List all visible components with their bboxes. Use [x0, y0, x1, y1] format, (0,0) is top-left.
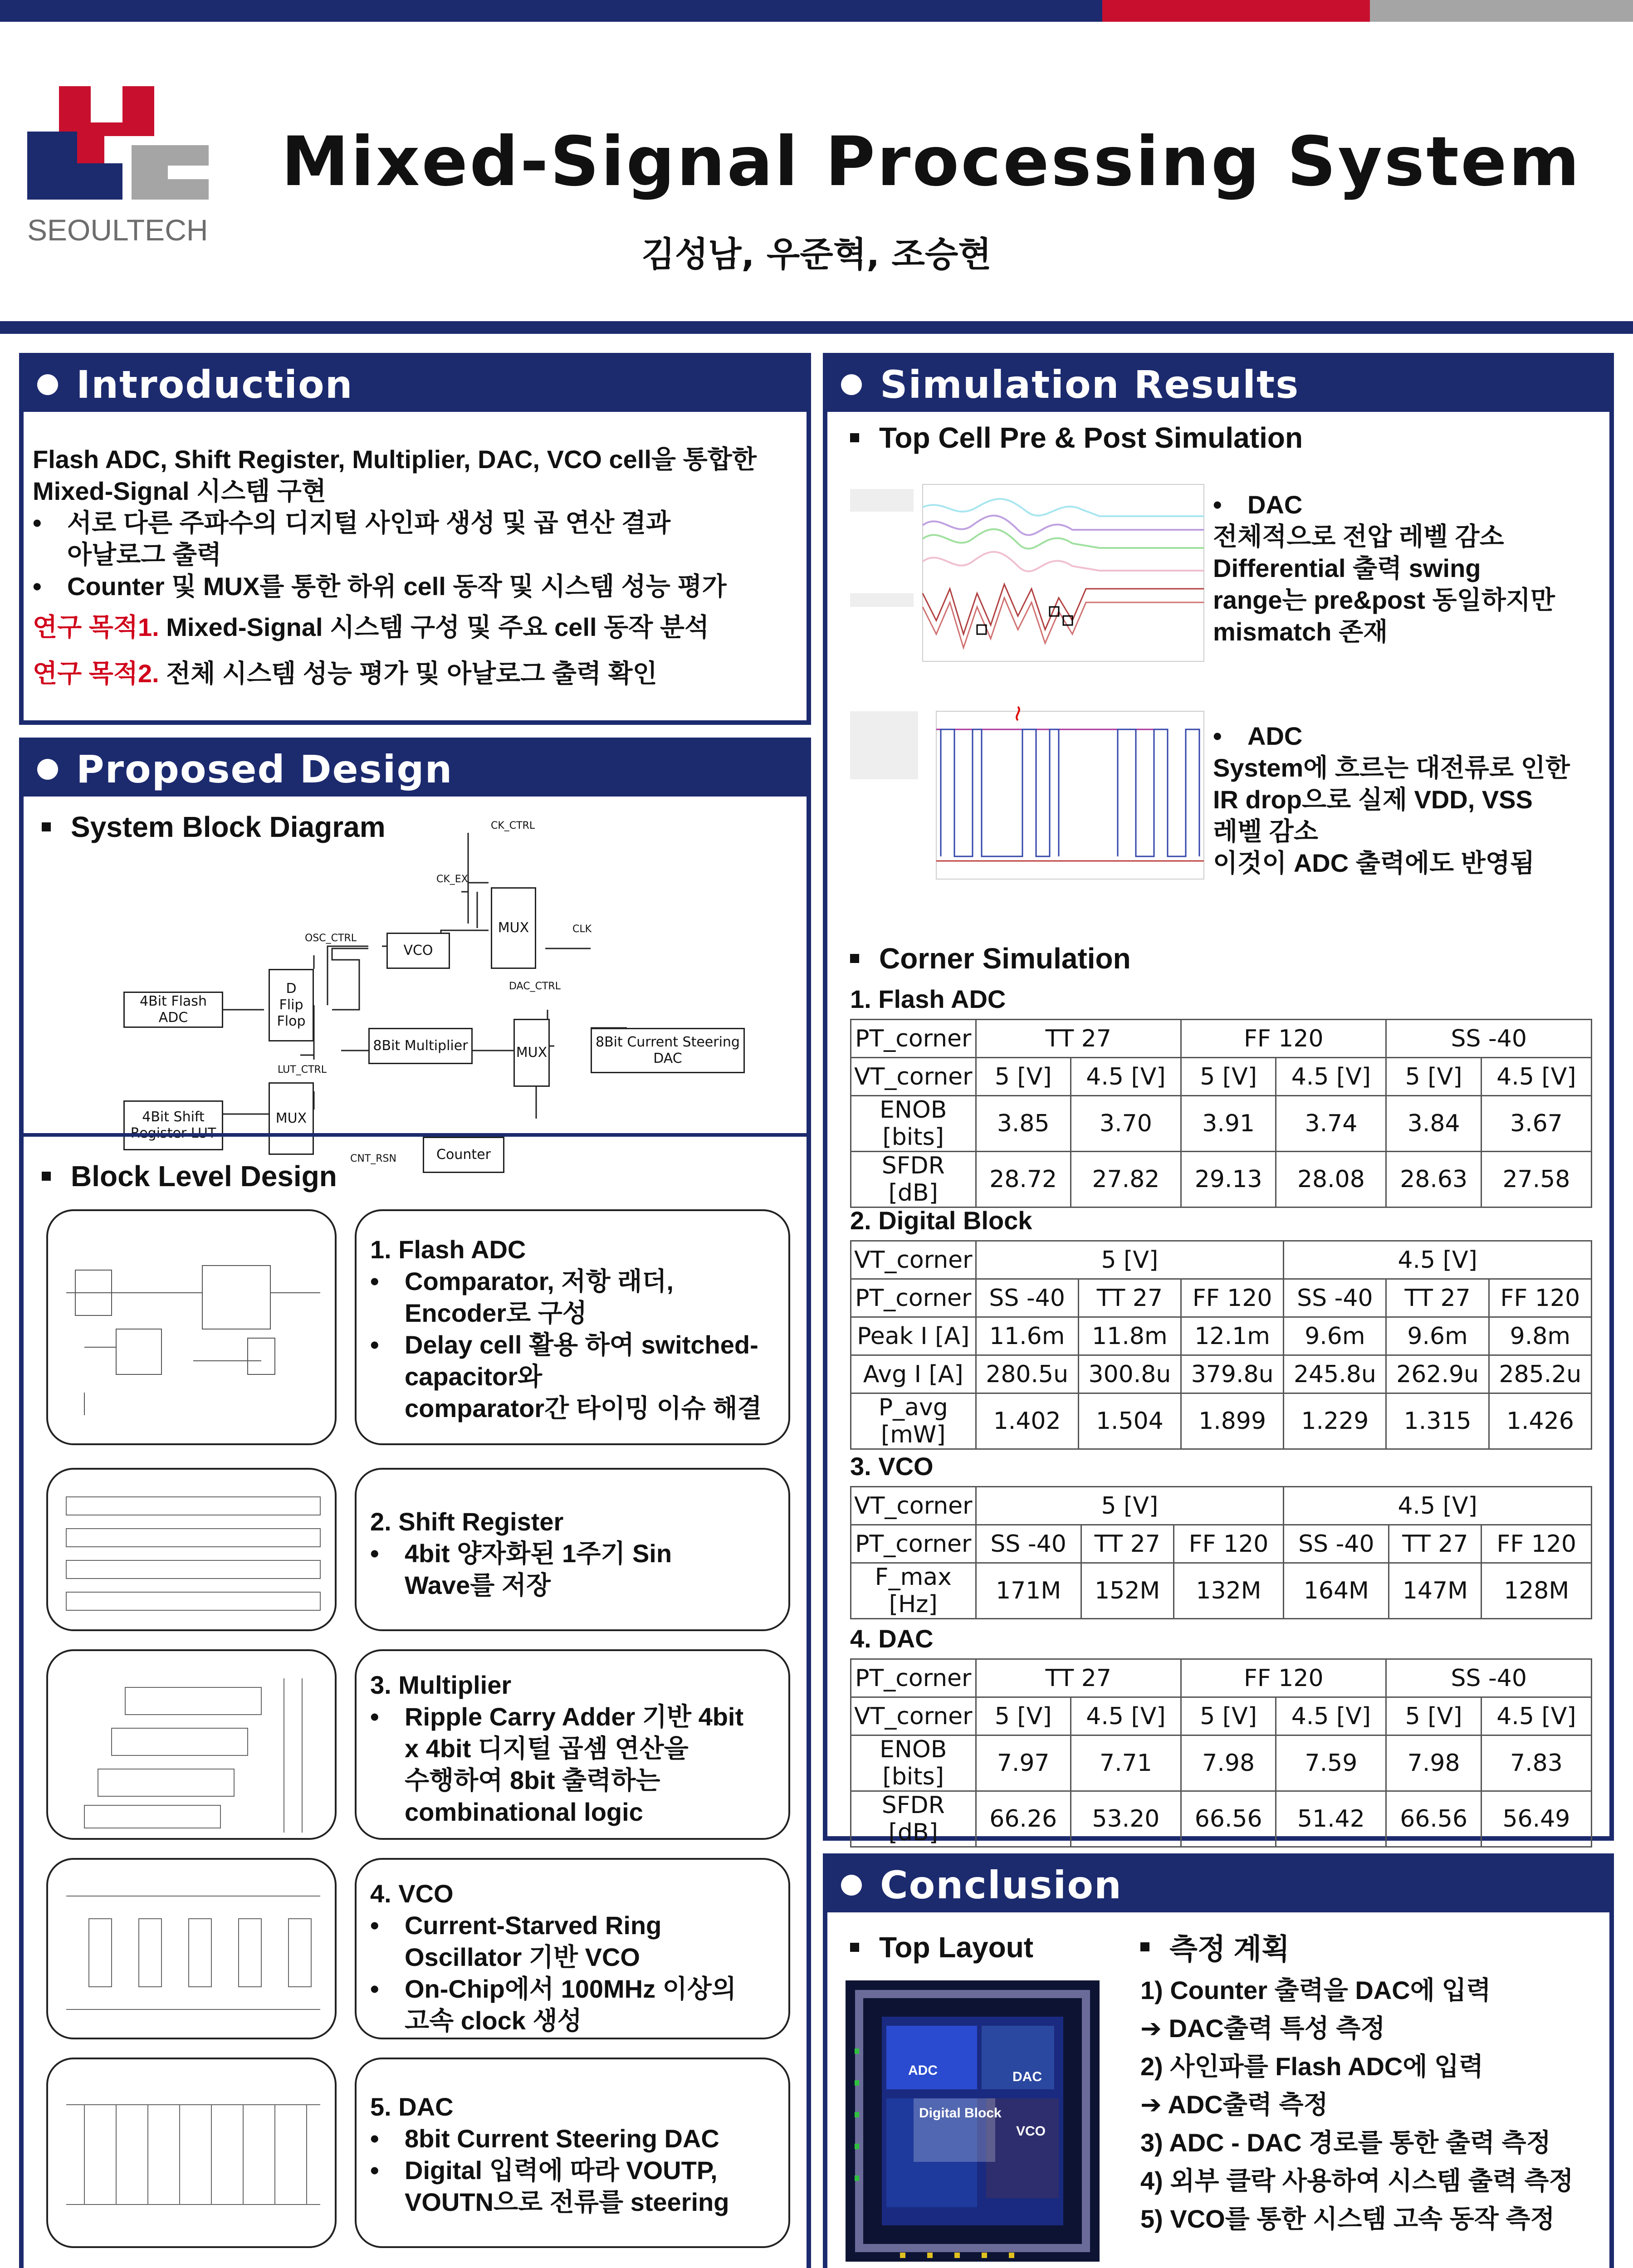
- introduction-body: [33, 444, 804, 689]
- logo-text: SEOULTECH: [27, 213, 208, 247]
- table-cell: 4.5 [V]: [1284, 1487, 1592, 1525]
- dac-sim-notes: • DAC 전체적으로 전압 레벨 감소 Differential 출력 swing range는 pre&post 동일하지만 mismatch 존재: [1213, 489, 1612, 648]
- research-goal-1: [33, 611, 804, 643]
- counter-block: Counter: [423, 1137, 504, 1173]
- intro-line1: Flash ADC, Shift Register, Multiplier, DAC, VCO cell을 통합한: [33, 445, 757, 474]
- table-cell: 5 [V]: [976, 1058, 1071, 1096]
- table-cell: TT 27: [1078, 1279, 1181, 1317]
- adc-note-4: 이것이 ADC 출력에도 반영됨: [1213, 849, 1535, 877]
- dac-block: 8Bit Current Steering DAC: [591, 1028, 745, 1073]
- table-cell: 4.5 [V]: [1284, 1241, 1592, 1279]
- conclusion-heading: Conclusion: [880, 1863, 1122, 1907]
- table-cell: F_max [Hz]: [851, 1563, 976, 1619]
- table-cell: SS -40: [976, 1525, 1081, 1563]
- osc-ctrl-label: OSC_CTRL: [305, 933, 357, 944]
- block4-bullet1b: Oscillator 기반 VCO: [405, 1943, 640, 1971]
- table-cell: ENOB [bits]: [851, 1096, 976, 1152]
- table-cell: 51.42: [1276, 1791, 1386, 1847]
- table-row: [851, 1096, 1592, 1152]
- bullet-dot-icon: [841, 374, 862, 395]
- table-cell: SFDR [dB]: [851, 1152, 976, 1207]
- shift-register-description: 2. Shift Register • 4bit 양자화된 1주기 Sin Wave를 저장: [355, 1468, 790, 1631]
- table-row: [851, 1735, 1592, 1791]
- table-cell: 9.6m: [1284, 1317, 1386, 1355]
- dac-waveform-plot: [846, 471, 1208, 675]
- flash-adc-block: 4Bit Flash ADC: [123, 992, 223, 1028]
- simulation-header: [827, 357, 1609, 412]
- block5-bullet2a: Digital 입력에 따라 VOUTP,: [405, 2156, 718, 2185]
- dac-schematic: [46, 2058, 337, 2248]
- top-color-bar: [0, 0, 1633, 22]
- section-divider: [24, 1133, 807, 1137]
- table-cell: 27.58: [1481, 1152, 1591, 1207]
- block1-title: 1. Flash ADC: [370, 1235, 526, 1264]
- table-cell: 5 [V]: [976, 1697, 1071, 1735]
- table-cell: 5 [V]: [1181, 1697, 1276, 1735]
- table-cell: 66.56: [1181, 1791, 1276, 1847]
- ck-ctrl-label: CK_CTRL: [491, 820, 535, 831]
- table-cell: 9.6m: [1386, 1317, 1489, 1355]
- table-cell: 5 [V]: [1181, 1058, 1276, 1096]
- top-cell-sim-title: [850, 421, 1303, 455]
- dac-note-2: Differential 출력 swing: [1213, 554, 1481, 582]
- intro-bullet-1b: 아날로그 출력: [67, 540, 222, 569]
- table-cell: SS -40: [976, 1279, 1078, 1317]
- table-cell: 262.9u: [1386, 1355, 1489, 1393]
- table-cell: 5 [V]: [976, 1241, 1284, 1279]
- flash-adc-schematic: [46, 1209, 337, 1445]
- table-cell: 1.899: [1181, 1393, 1284, 1449]
- ck-ex-label: CK_EX: [436, 874, 468, 885]
- table-cell: Avg I [A]: [851, 1355, 976, 1393]
- table-cell: TT 27: [976, 1020, 1181, 1058]
- block4-bullet2a: On-Chip에서 100MHz 이상의: [405, 1975, 736, 2003]
- table-cell: VT_corner: [851, 1058, 976, 1096]
- authors: 김성남, 우준혁, 조승현: [641, 234, 992, 274]
- block4-bullet2b: 고속 clock 생성: [405, 2006, 582, 2035]
- table-cell: 164M: [1284, 1563, 1389, 1619]
- table-cell: FF 120: [1181, 1020, 1386, 1058]
- table-cell: VT_corner: [851, 1487, 976, 1525]
- table-cell: 1.315: [1386, 1393, 1489, 1449]
- table-cell: 4.5 [V]: [1481, 1697, 1591, 1735]
- shift-register-block: 4Bit Shift: [123, 1100, 223, 1150]
- table2-title: 2. Digital Block: [850, 1206, 1032, 1235]
- table-cell: SS -40: [1386, 1659, 1592, 1697]
- table-row: [851, 1525, 1592, 1563]
- block4-title: 4. VCO: [370, 1879, 454, 1908]
- table-cell: 1.229: [1284, 1393, 1386, 1449]
- dff-block: D Flip Flop: [269, 969, 314, 1041]
- intro-line2: Mixed-Signal 시스템 구현: [33, 477, 326, 505]
- table-cell: FF 120: [1489, 1279, 1591, 1317]
- block1-bullet2a: Delay cell 활용 하여 switched-: [405, 1330, 758, 1359]
- goal2-label: 연구 목적2.: [33, 659, 159, 688]
- table-cell: TT 27: [1081, 1525, 1173, 1563]
- concl-sub2-text: 측정 계획: [1169, 1933, 1290, 1965]
- chip-layout-image: [846, 1980, 1100, 2262]
- measurement-plan-list: [1140, 1971, 1612, 2238]
- introduction-panel: [19, 353, 811, 725]
- block2-bullet1a: 4bit 양자화된 1주기 Sin: [405, 1539, 672, 1568]
- table-cell: 379.8u: [1181, 1355, 1284, 1393]
- multiplier-description: 3. Multiplier • Ripple Carry Adder 기반 4bit x 4bit 디지털 곱셈 연산을 수행하여 8bit 출력하는 combinational logic: [355, 1649, 790, 1840]
- vco-block: VCO: [386, 933, 450, 969]
- table1-title: 1. Flash ADC: [850, 985, 1006, 1013]
- table-row: [851, 1393, 1592, 1449]
- table-row: [851, 1563, 1592, 1619]
- plan-item-2: 2) 사인파를 Flash ADC에 입력: [1140, 2052, 1484, 2081]
- table-cell: 3.70: [1071, 1096, 1181, 1152]
- shift-register-schematic: [46, 1468, 337, 1631]
- table-cell: 147M: [1389, 1563, 1481, 1619]
- table-cell: 245.8u: [1284, 1355, 1386, 1393]
- table-row: [851, 1487, 1592, 1525]
- goal1-label: 연구 목적1.: [33, 613, 159, 641]
- block3-bullet1b: x 4bit 디지털 곱셈 연산을: [405, 1734, 689, 1763]
- sub1-text: System Block Diagram: [71, 811, 386, 843]
- plan-item-3: 3) ADC - DAC 경로를 통한 출력 측정: [1140, 2128, 1551, 2157]
- goal2-text: 전체 시스템 성능 평가 및 아날로그 출력 확인: [159, 659, 657, 688]
- introduction-heading: Introduction: [76, 362, 353, 407]
- table-cell: 5 [V]: [976, 1487, 1284, 1525]
- header-divider: [0, 321, 1633, 334]
- block-level-design-title: [42, 1159, 337, 1193]
- mux-mid-block: MUX: [513, 1019, 550, 1087]
- table-cell: 3.67: [1481, 1096, 1591, 1152]
- table-cell: 29.13: [1181, 1152, 1276, 1207]
- square-bullet-icon: [850, 433, 859, 442]
- block3-bullet1d: combinational logic: [405, 1798, 643, 1826]
- measurement-plan-title: [1140, 1926, 1290, 1968]
- table-cell: 7.71: [1071, 1735, 1181, 1791]
- block5-bullet1: 8bit Current Steering DAC: [405, 2124, 719, 2153]
- intro-bullet-1a: 서로 다른 주파수의 디지털 사인파 생성 및 곱 연산 결과: [67, 508, 671, 537]
- table-cell: 11.8m: [1078, 1317, 1181, 1355]
- table-cell: 4.5 [V]: [1481, 1058, 1591, 1096]
- poster-title: Mixed-Signal Processing System: [281, 122, 1582, 201]
- table-cell: 3.85: [976, 1096, 1071, 1152]
- square-bullet-icon: [42, 1172, 51, 1181]
- table-cell: TT 27: [1389, 1525, 1481, 1563]
- table-row: [851, 1659, 1592, 1697]
- square-bullet-icon: [850, 954, 859, 963]
- research-goal-2: [33, 658, 804, 689]
- table-cell: 1.426: [1489, 1393, 1591, 1449]
- multiplier-block: 8Bit Multiplier: [368, 1028, 473, 1064]
- plan-item-1: 1) Counter 출력을 DAC에 입력: [1140, 1976, 1491, 2004]
- table-row: [851, 1241, 1592, 1279]
- table-cell: 1.402: [976, 1393, 1078, 1449]
- table-cell: 66.56: [1386, 1791, 1481, 1847]
- table-cell: PT_corner: [851, 1525, 976, 1563]
- adc-note-1: System에 흐르는 대전류로 인한: [1213, 753, 1570, 782]
- table-cell: 7.98: [1386, 1735, 1481, 1791]
- mux-low-block: MUX: [269, 1082, 314, 1155]
- proposed-design-panel: [19, 738, 811, 2268]
- block1-bullet2c: comparator간 타이밍 이슈 해결: [405, 1394, 762, 1422]
- table-row: [851, 1058, 1592, 1096]
- table-cell: 1.504: [1078, 1393, 1181, 1449]
- table-cell: 300.8u: [1078, 1355, 1181, 1393]
- table-cell: 280.5u: [976, 1355, 1078, 1393]
- cnt-rsn-label: CNT_RSN: [350, 1153, 396, 1164]
- table-cell: Peak I [A]: [851, 1317, 976, 1355]
- table-cell: FF 120: [1481, 1525, 1592, 1563]
- adc-note-label: ADC: [1247, 722, 1303, 750]
- table-row: [851, 1697, 1592, 1735]
- layout-label-digital: Digital Block: [919, 2106, 1002, 2121]
- table-cell: ENOB [bits]: [851, 1735, 976, 1791]
- table-cell: FF 120: [1181, 1279, 1284, 1317]
- table-cell: 128M: [1481, 1563, 1592, 1619]
- conclusion-panel: [823, 1853, 1614, 2268]
- table-cell: 4.5 [V]: [1071, 1058, 1181, 1096]
- table-cell: 4.5 [V]: [1276, 1697, 1386, 1735]
- table-cell: 7.98: [1181, 1735, 1276, 1791]
- top-layout-title: [850, 1931, 1033, 1964]
- system-block-diagram: [24, 792, 807, 1164]
- square-bullet-icon: [850, 1943, 859, 1952]
- table-cell: SS -40: [1386, 1020, 1592, 1058]
- block5-title: 5. DAC: [370, 2092, 454, 2121]
- chip-layout-svg: [846, 1980, 1100, 2262]
- table-cell: FF 120: [1173, 1525, 1284, 1563]
- layout-label-adc: ADC: [908, 2063, 938, 2078]
- table-cell: SFDR [dB]: [851, 1791, 976, 1847]
- concl-sub1-text: Top Layout: [879, 1931, 1034, 1964]
- layout-label-dac: DAC: [1012, 2069, 1042, 2084]
- block5-bullet2b: VOUTN으로 전류를 steering: [405, 2188, 729, 2216]
- introduction-header: [24, 357, 807, 412]
- sim-sub2-text: Corner Simulation: [879, 942, 1131, 975]
- vco-description: 4. VCO • Current-Starved Ring Oscillator 기반 VCO • On-Chip에서 100MHz 이상의 고속 clock 생성: [355, 1858, 790, 2039]
- table-cell: 171M: [976, 1563, 1081, 1619]
- table-cell: FF 120: [1181, 1659, 1386, 1697]
- table-row: [851, 1355, 1592, 1393]
- intro-bullet-1: • 서로 다른 주파수의 디지털 사인파 생성 및 곱 연산 결과 아날로그 출력: [33, 507, 804, 571]
- mux-top-block: MUX: [491, 887, 536, 969]
- square-bullet-icon: [1140, 1942, 1149, 1951]
- table-cell: 27.82: [1071, 1152, 1181, 1207]
- plan-item-1-result: ➔ DAC출력 특성 측정: [1140, 2014, 1385, 2043]
- table-row: [851, 1791, 1592, 1847]
- table-cell: P_avg [mW]: [851, 1393, 976, 1449]
- flash-adc-table: [850, 1019, 1592, 1208]
- block1-bullet1b: Encoder로 구성: [405, 1299, 587, 1327]
- bullet-dot-icon: [37, 759, 58, 780]
- conclusion-header: [827, 1858, 1609, 1912]
- table-cell: 7.97: [976, 1735, 1071, 1791]
- block3-title: 3. Multiplier: [370, 1671, 512, 1699]
- plan-item-5: 5) VCO를 통한 시스템 고속 동작 측정: [1140, 2204, 1555, 2233]
- table-cell: TT 27: [976, 1659, 1181, 1697]
- adc-waveform-plot: [846, 702, 1208, 893]
- sim-sub1-text: Top Cell Pre & Post Simulation: [879, 421, 1303, 454]
- table-row: [851, 1152, 1592, 1207]
- table-cell: VT_corner: [851, 1697, 976, 1735]
- dac-note-3: range는 pre&post 동일하지만: [1213, 586, 1555, 614]
- table-cell: 53.20: [1071, 1791, 1181, 1847]
- table-cell: 7.59: [1276, 1735, 1386, 1791]
- intro-bullet-2: • Counter 및 MUX를 통한 하위 cell 동작 및 시스템 성능 평가: [33, 571, 804, 602]
- table-cell: PT_corner: [851, 1659, 976, 1697]
- block1-bullet2b: capacitor와: [405, 1362, 543, 1391]
- block1-bullet1a: Comparator, 저항 래더,: [405, 1267, 674, 1295]
- table-cell: VT_corner: [851, 1241, 976, 1279]
- table-cell: 12.1m: [1181, 1317, 1284, 1355]
- multiplier-schematic-drawing: [48, 1651, 337, 1840]
- goal1-text: Mixed-Signal 시스템 구성 및 주요 cell 동작 분석: [159, 613, 709, 641]
- dac-note-1: 전체적으로 전압 레벨 감소: [1213, 522, 1504, 551]
- plan-item-2-result: ➔ ADC출력 측정: [1140, 2090, 1328, 2119]
- table-cell: 7.83: [1481, 1735, 1591, 1791]
- multiplier-schematic: [46, 1649, 337, 1840]
- table-row: [851, 1317, 1592, 1355]
- vco-schematic: [46, 1858, 337, 2039]
- bullet-dot-icon: [37, 374, 58, 395]
- vco-table: [850, 1486, 1592, 1619]
- digital-block-table: [850, 1240, 1592, 1450]
- table-cell: 28.08: [1276, 1152, 1386, 1207]
- block3-bullet1a: Ripple Carry Adder 기반 4bit: [405, 1702, 744, 1731]
- table-cell: 285.2u: [1489, 1355, 1591, 1393]
- dac-note-4: mismatch 존재: [1213, 617, 1388, 646]
- simulation-heading: Simulation Results: [880, 362, 1300, 407]
- table-cell: 9.8m: [1489, 1317, 1591, 1355]
- block4-bullet1a: Current-Starved Ring: [405, 1911, 662, 1940]
- adc-waveform-svg: [846, 702, 1208, 893]
- dac-ctrl-label: DAC_CTRL: [509, 981, 561, 992]
- proposed-header: [24, 742, 807, 797]
- proposed-heading: Proposed Design: [76, 747, 453, 792]
- table-cell: 56.49: [1481, 1791, 1591, 1847]
- shift-register-schematic-drawing: [48, 1470, 337, 1631]
- table-cell: 4.5 [V]: [1276, 1058, 1386, 1096]
- table-row: [851, 1020, 1592, 1058]
- intro-bullet-2-text: Counter 및 MUX를 통한 하위 cell 동작 및 시스템 성능 평가: [67, 572, 727, 601]
- table-cell: 5 [V]: [1386, 1697, 1481, 1735]
- table-cell: 11.6m: [976, 1317, 1078, 1355]
- adc-note-2: IR drop으로 실제 VDD, VSS: [1213, 785, 1533, 814]
- corner-sim-title: [850, 942, 1131, 975]
- flash-adc-description: 1. Flash ADC • Comparator, 저항 래더, Encoder로 구성 • Delay cell 활용 하여 switched- capacitor와 comparator간 타이밍 이슈 해결: [355, 1209, 790, 1445]
- block2-bullet1b: Wave를 저장: [405, 1571, 551, 1599]
- table-cell: 152M: [1081, 1563, 1173, 1619]
- table-cell: 3.91: [1181, 1096, 1276, 1152]
- table-cell: TT 27: [1386, 1279, 1489, 1317]
- table3-title: 3. VCO: [850, 1452, 934, 1481]
- table-cell: SS -40: [1284, 1525, 1389, 1563]
- flash-adc-schematic-drawing: [48, 1211, 337, 1445]
- dac-description: 5. DAC • 8bit Current Steering DAC • Digital 입력에 따라 VOUTP, VOUTN으로 전류를 steering: [355, 2058, 790, 2248]
- dac-waveform-svg: [846, 471, 1208, 675]
- simulation-panel: [823, 353, 1614, 1846]
- bullet-dot-icon: [841, 1875, 862, 1896]
- block2-title: 2. Shift Register: [370, 1507, 564, 1536]
- lut-ctrl-label: LUT_CTRL: [278, 1064, 327, 1075]
- table-cell: 28.63: [1386, 1152, 1481, 1207]
- sub2-text: Block Level Design: [71, 1160, 337, 1193]
- dac-schematic-drawing: [48, 2059, 337, 2248]
- table-cell: 66.26: [976, 1791, 1071, 1847]
- table-cell: 3.74: [1276, 1096, 1386, 1152]
- table-cell: 28.72: [976, 1152, 1071, 1207]
- table-cell: SS -40: [1284, 1279, 1386, 1317]
- layout-label-vco: VCO: [1016, 2124, 1046, 2139]
- adc-note-3: 레벨 감소: [1213, 817, 1318, 846]
- table-cell: PT_corner: [851, 1279, 976, 1317]
- table-cell: 4.5 [V]: [1071, 1697, 1181, 1735]
- table-row: [851, 1279, 1592, 1317]
- adc-sim-notes: • ADC System에 흐르는 대전류로 인한 IR drop으로 실제 VDD, VSS 레벨 감소 이것이 ADC 출력에도 반영됨: [1213, 720, 1612, 879]
- vco-schematic-drawing: [48, 1860, 337, 2039]
- plan-item-4: 4) 외부 클락 사용하여 시스템 출력 측정: [1140, 2166, 1574, 2195]
- table-cell: 132M: [1173, 1563, 1284, 1619]
- dac-note-label: DAC: [1247, 490, 1303, 519]
- dac-table: [850, 1658, 1592, 1848]
- table-cell: 3.84: [1386, 1096, 1481, 1152]
- table4-title: 4. DAC: [850, 1624, 934, 1653]
- table-cell: 5 [V]: [1386, 1058, 1481, 1096]
- table-cell: PT_corner: [851, 1020, 976, 1058]
- block3-bullet1c: 수행하여 8bit 출력하는: [405, 1766, 660, 1794]
- clk-label: CLK: [572, 924, 592, 935]
